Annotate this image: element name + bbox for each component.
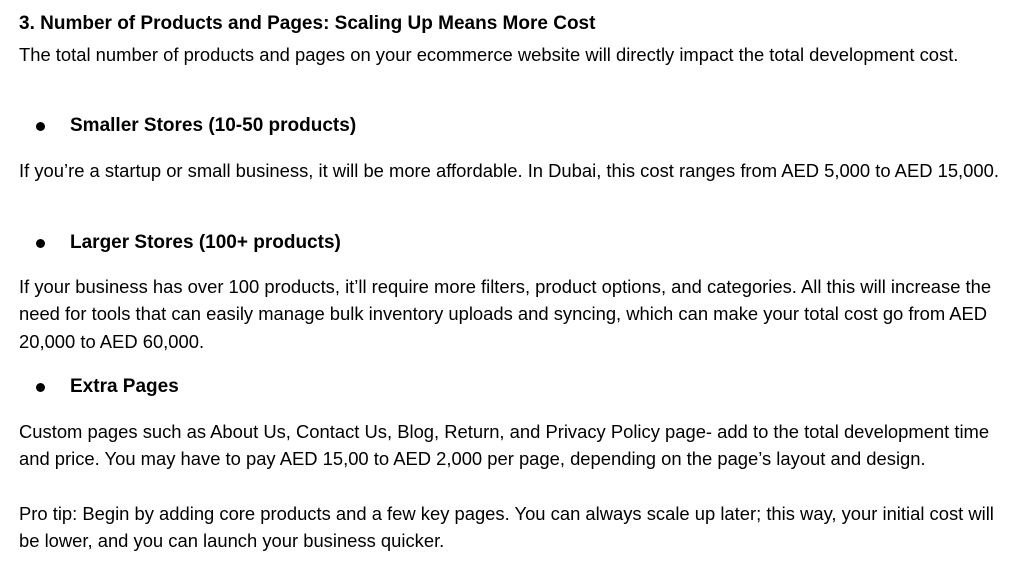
bullet-item-extra-pages (36, 375, 179, 399)
pro-tip-paragraph: Pro tip: Begin by adding core products and a few key pages. You can always scale up later; this way, your initial cost will be lower, and you can launch your business quicker. (19, 503, 994, 552)
bullet-dot-icon (36, 239, 45, 248)
bullet-item-smaller-stores (36, 114, 356, 138)
bullet-dot-icon (36, 122, 45, 131)
bullet-dot-icon (36, 383, 45, 392)
section-heading: 3. Number of Products and Pages: Scaling Up Means More Cost (19, 13, 596, 34)
larger-stores-paragraph: If your business has over 100 products, it’ll require more filters, product options, and categories. All this will increase the need for tools that can easily manage bulk inventory uploads and syncing, which can make your total cost go from AED 20,000 to AED 60,000. (19, 276, 992, 352)
bullet-item-larger-stores (36, 231, 341, 255)
bullet-title: Larger Stores (100+ products) (70, 232, 341, 253)
extra-pages-paragraph: Custom pages such as About Us, Contact Us, Blog, Return, and Privacy Policy page- add to the total development time and price. You may have to pay AED 15,00 to AED 2,000 per page, depending on the page’s layout and design. (19, 421, 990, 470)
intro-paragraph: The total number of products and pages on your ecommerce website will directly impact the total development cost. (19, 44, 959, 65)
bullet-title: Smaller Stores (10-50 products) (70, 115, 357, 136)
smaller-stores-paragraph: If you’re a startup or small business, it will be more affordable. In Dubai, this cost ranges from AED 5,000 to AED 15,000. (19, 160, 999, 181)
bullet-title: Extra Pages (70, 376, 179, 397)
